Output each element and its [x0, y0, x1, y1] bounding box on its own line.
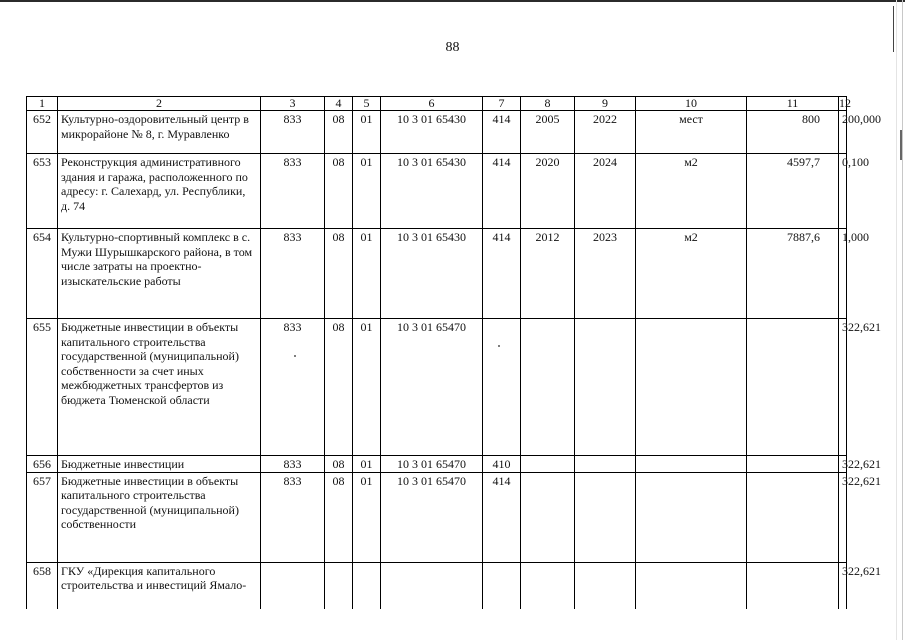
expense-type-cell: 414	[483, 154, 521, 229]
subsection-cell: 01	[353, 229, 381, 319]
row-number-cell: 655	[27, 319, 58, 456]
column-header: 8	[521, 97, 575, 111]
capacity-cell	[747, 456, 839, 473]
end-year-cell	[575, 319, 636, 456]
section-cell: 08	[325, 319, 353, 456]
target-article-cell: 10 3 01 65470	[381, 472, 483, 562]
scan-speck	[294, 355, 296, 357]
expense-type-cell	[483, 562, 521, 609]
start-year-cell: 2012	[521, 229, 575, 319]
page-number: 88	[445, 40, 460, 55]
target-article-cell: 10 3 01 65430	[381, 229, 483, 319]
item-name-cell: Бюджетные инвестиции в объекты капитального строительства государственной (муниципальной) собственности за счет иных межбюджетных трансфертов из бюджета Тюменской области	[58, 319, 261, 456]
target-article-cell	[381, 562, 483, 609]
expense-type-cell: 414	[483, 472, 521, 562]
amount-cell: 200,000	[839, 111, 847, 154]
capacity-cell	[747, 319, 839, 456]
table-row	[27, 562, 847, 609]
row-number-cell: 652	[27, 111, 58, 154]
column-header: 12	[839, 96, 851, 110]
amount-cell: 1,000	[839, 229, 847, 319]
subsection-cell: 01	[353, 472, 381, 562]
target-article-cell: 10 3 01 65430	[381, 111, 483, 154]
start-year-cell: 2005	[521, 111, 575, 154]
unit-cell	[636, 562, 747, 609]
unit-cell	[636, 319, 747, 456]
end-year-cell	[575, 562, 636, 609]
admin-code-cell: 833	[261, 456, 325, 473]
subsection-cell: 01	[353, 319, 381, 456]
scan-speck	[498, 345, 500, 347]
table-row	[27, 319, 847, 456]
subsection-cell: 01	[353, 456, 381, 473]
column-header: 5	[353, 97, 381, 111]
column-header: 11	[747, 97, 839, 111]
unit-cell: мест	[636, 111, 747, 154]
scan-edge-shadow	[896, 0, 897, 640]
unit-cell: м2	[636, 229, 747, 319]
unit-cell	[636, 456, 747, 473]
amount-cell: 322,621	[839, 319, 847, 456]
item-name-cell: Культурно-спортивный комплекс в с. Мужи Шурышкарского района, в том числе затраты на проектно-изыскательские работы	[58, 229, 261, 319]
scan-edge-top	[0, 0, 905, 2]
subsection-cell: 01	[353, 154, 381, 229]
target-article-cell: 10 3 01 65470	[381, 456, 483, 473]
amount-cell: 322,621	[839, 562, 847, 609]
table-row	[27, 229, 847, 319]
section-cell	[325, 562, 353, 609]
start-year-cell	[521, 472, 575, 562]
row-number-cell: 654	[27, 229, 58, 319]
amount-cell: 322,621	[839, 472, 847, 562]
section-cell: 08	[325, 229, 353, 319]
capacity-cell: 4597,7	[747, 154, 839, 229]
end-year-cell	[575, 456, 636, 473]
end-year-cell: 2023	[575, 229, 636, 319]
expense-type-cell: 414	[483, 111, 521, 154]
row-number-cell: 653	[27, 154, 58, 229]
section-cell: 08	[325, 472, 353, 562]
admin-code-cell: 833	[261, 111, 325, 154]
end-year-cell	[575, 472, 636, 562]
column-header: 3	[261, 97, 325, 111]
target-article-cell: 10 3 01 65470	[381, 319, 483, 456]
capacity-cell: 800	[747, 111, 839, 154]
row-number-cell: 656	[27, 456, 58, 473]
target-article-cell: 10 3 01 65430	[381, 154, 483, 229]
amount-cell: 0,100	[839, 154, 847, 229]
table-header-row	[27, 97, 847, 111]
row-number-cell: 658	[27, 562, 58, 609]
start-year-cell	[521, 456, 575, 473]
capacity-cell	[747, 562, 839, 609]
row-number-cell: 657	[27, 472, 58, 562]
capacity-cell	[747, 472, 839, 562]
expense-type-cell: 414	[483, 229, 521, 319]
admin-code-cell	[261, 562, 325, 609]
amount-cell: 322,621	[839, 456, 847, 473]
start-year-cell: 2020	[521, 154, 575, 229]
start-year-cell	[521, 319, 575, 456]
expense-type-cell	[483, 319, 521, 456]
column-header: 6	[381, 97, 483, 111]
end-year-cell: 2022	[575, 111, 636, 154]
column-header: 2	[58, 97, 261, 111]
column-header: 7	[483, 97, 521, 111]
column-header: 9	[575, 97, 636, 111]
column-header: 1	[27, 97, 58, 111]
unit-cell	[636, 472, 747, 562]
item-name-cell: Реконструкция административного здания и гаража, расположенного по адресу: г. Салехард, ул. Республики, д. 74	[58, 154, 261, 229]
admin-code-cell: 833	[261, 229, 325, 319]
admin-code-cell: 833	[261, 472, 325, 562]
admin-code-cell: 833	[261, 154, 325, 229]
item-name-cell: Бюджетные инвестиции	[58, 456, 261, 473]
admin-code-cell: 833	[261, 319, 325, 456]
subsection-cell: 01	[353, 111, 381, 154]
end-year-cell: 2024	[575, 154, 636, 229]
table-row	[27, 456, 847, 473]
section-cell: 08	[325, 111, 353, 154]
item-name-cell: Бюджетные инвестиции в объекты капитального строительства государственной (муниципальной) собственности	[58, 472, 261, 562]
scan-edge-right	[902, 0, 903, 640]
start-year-cell	[521, 562, 575, 609]
section-cell: 08	[325, 154, 353, 229]
section-cell: 08	[325, 456, 353, 473]
capacity-cell: 7887,6	[747, 229, 839, 319]
table-row	[27, 154, 847, 229]
budget-table	[26, 96, 881, 609]
table-row	[27, 111, 847, 154]
scan-margin-mark	[900, 130, 902, 160]
unit-cell: м2	[636, 154, 747, 229]
item-name-cell: Культурно-оздоровительный центр в микрорайоне № 8, г. Муравленко	[58, 111, 261, 154]
column-header: 4	[325, 97, 353, 111]
column-header: 10	[636, 97, 747, 111]
subsection-cell	[353, 562, 381, 609]
table-row	[27, 472, 847, 562]
item-name-cell: ГКУ «Дирекция капитального строительства и инвестиций Ямало-	[58, 562, 261, 609]
expense-type-cell: 410	[483, 456, 521, 473]
